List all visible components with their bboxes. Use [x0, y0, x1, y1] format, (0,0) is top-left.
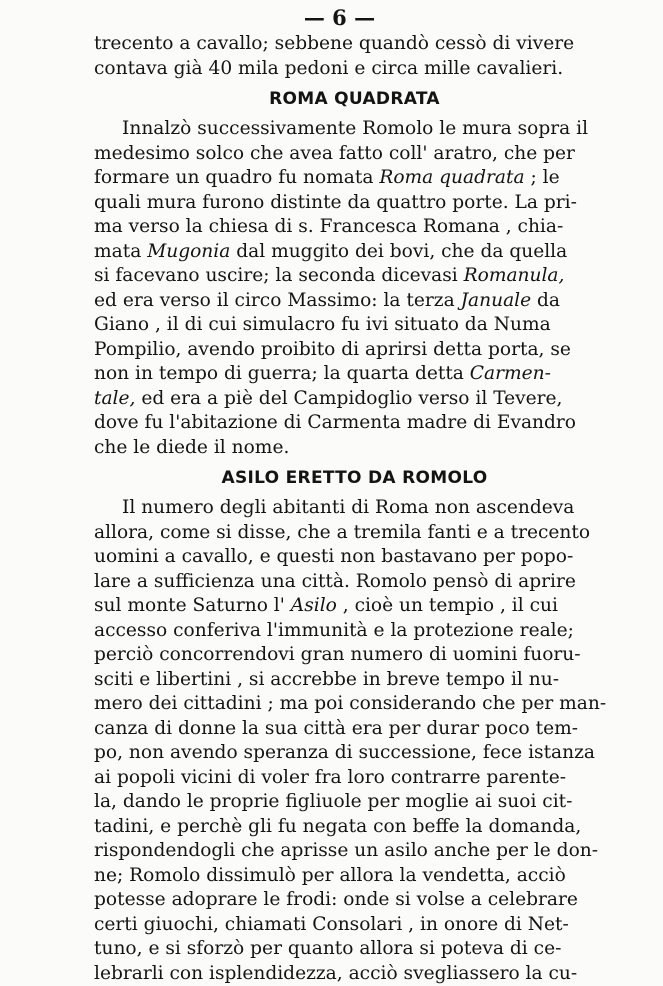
text-line: contava già 40 mila pedoni e circa mille cavalieri.: [94, 57, 615, 82]
italic-term: Carmen-: [470, 363, 551, 384]
paragraph-asilo: [94, 496, 615, 986]
text-line: non in tempo di guerra; la quarta detta Carmen-: [94, 362, 615, 387]
italic-term: Mugonia: [147, 241, 230, 262]
text-line: uomini a cavallo, e questi non bastavano per popo-: [94, 545, 615, 570]
text-line: si facevano uscire; la seconda dicevasi Romanula,: [94, 264, 615, 289]
text-line: potesse adoprare le frodi: onde si volse a celebrare: [94, 888, 615, 913]
italic-term: tale,: [94, 388, 135, 409]
text-line: sciti e libertini , si accrebbe in breve tempo il nu-: [94, 668, 615, 693]
text-line: mero dei cittadini ; ma poi considerando che per man-: [94, 692, 615, 717]
paragraph-roma-quadrata: [94, 117, 615, 460]
text-line: canza di donne la sua città era per durar poco tem-: [94, 717, 615, 742]
italic-term: Roma quadrata: [379, 167, 524, 188]
text-line: sul monte Saturno l' Asilo , cioè un tempio , il cui: [94, 594, 615, 619]
italic-term: Asilo: [291, 595, 337, 616]
text-line: Innalzò successivamente Romolo le mura sopra il: [94, 117, 615, 142]
italic-term: Januale: [461, 290, 532, 311]
text-line: Pompilio, avendo proibito di aprirsi detta porta, se: [94, 338, 615, 363]
text-line: formare un quadro fu nomata Roma quadrata ; le: [94, 166, 615, 191]
text-line: dove fu l'abitazione di Carmenta madre di Evandro: [94, 411, 615, 436]
text-line: tadini, e perchè gli fu negata con beffe la domanda,: [94, 815, 615, 840]
text-line: lare a sufficienza una città. Romolo pensò di aprire: [94, 570, 615, 595]
text-line: perciò concorrendovi gran numero di uomini fuoru-: [94, 643, 615, 668]
text-line: mata Mugonia dal muggito dei bovi, che da quella: [94, 240, 615, 265]
text-line: tale, ed era a piè del Campidoglio verso il Tevere,: [94, 387, 615, 412]
text-line: la, dando le proprie figliuole per moglie ai suoi cit-: [94, 790, 615, 815]
text-line: medesimo solco che avea fatto coll' aratro, che per: [94, 142, 615, 167]
section-heading-asilo: ASILO ERETTO DA ROMOLO: [94, 466, 615, 490]
text-line: rispondendogli che aprisse un asilo anche per le don-: [94, 839, 615, 864]
text-line: allora, come si disse, che a tremila fanti e a trecento: [94, 521, 615, 546]
text-line: quali mura furono distinte da quattro porte. La pri-: [94, 191, 615, 216]
italic-term: Romanula,: [464, 265, 565, 286]
text-line: trecento a cavallo; sebbene quandò cessò di vivere: [94, 32, 615, 57]
text-line: che le diede il nome.: [94, 436, 615, 461]
text-line: Il numero degli abitanti di Roma non ascendeva: [94, 496, 615, 521]
text-line: ai popoli vicini di voler fra loro contrarre parente-: [94, 766, 615, 791]
text-line: accesso conferiva l'immunità e la protezione reale;: [94, 619, 615, 644]
text-line: ne; Romolo dissimulò per allora la vendetta, acciò: [94, 864, 615, 889]
page-number: — 6 —: [64, 6, 615, 32]
text-line: lebrarli con isplendidezza, acciò svegliassero la cu-: [94, 962, 615, 986]
text-line: Giano , il di cui simulacro fu ivi situato da Numa: [94, 313, 615, 338]
text-line: certi giuochi, chiamati Consolari , in onore di Net-: [94, 913, 615, 938]
text-line: po, non avendo speranza di successione, fece istanza: [94, 741, 615, 766]
text-line: ma verso la chiesa di s. Francesca Romana , chia-: [94, 215, 615, 240]
text-line: tuno, e si sforzò per quanto allora si poteva di ce-: [94, 937, 615, 962]
section-heading-roma-quadrata: ROMA QUADRATA: [94, 87, 615, 111]
opening-paragraph: [94, 32, 615, 81]
text-line: ed era verso il circo Massimo: la terza Januale da: [94, 289, 615, 314]
